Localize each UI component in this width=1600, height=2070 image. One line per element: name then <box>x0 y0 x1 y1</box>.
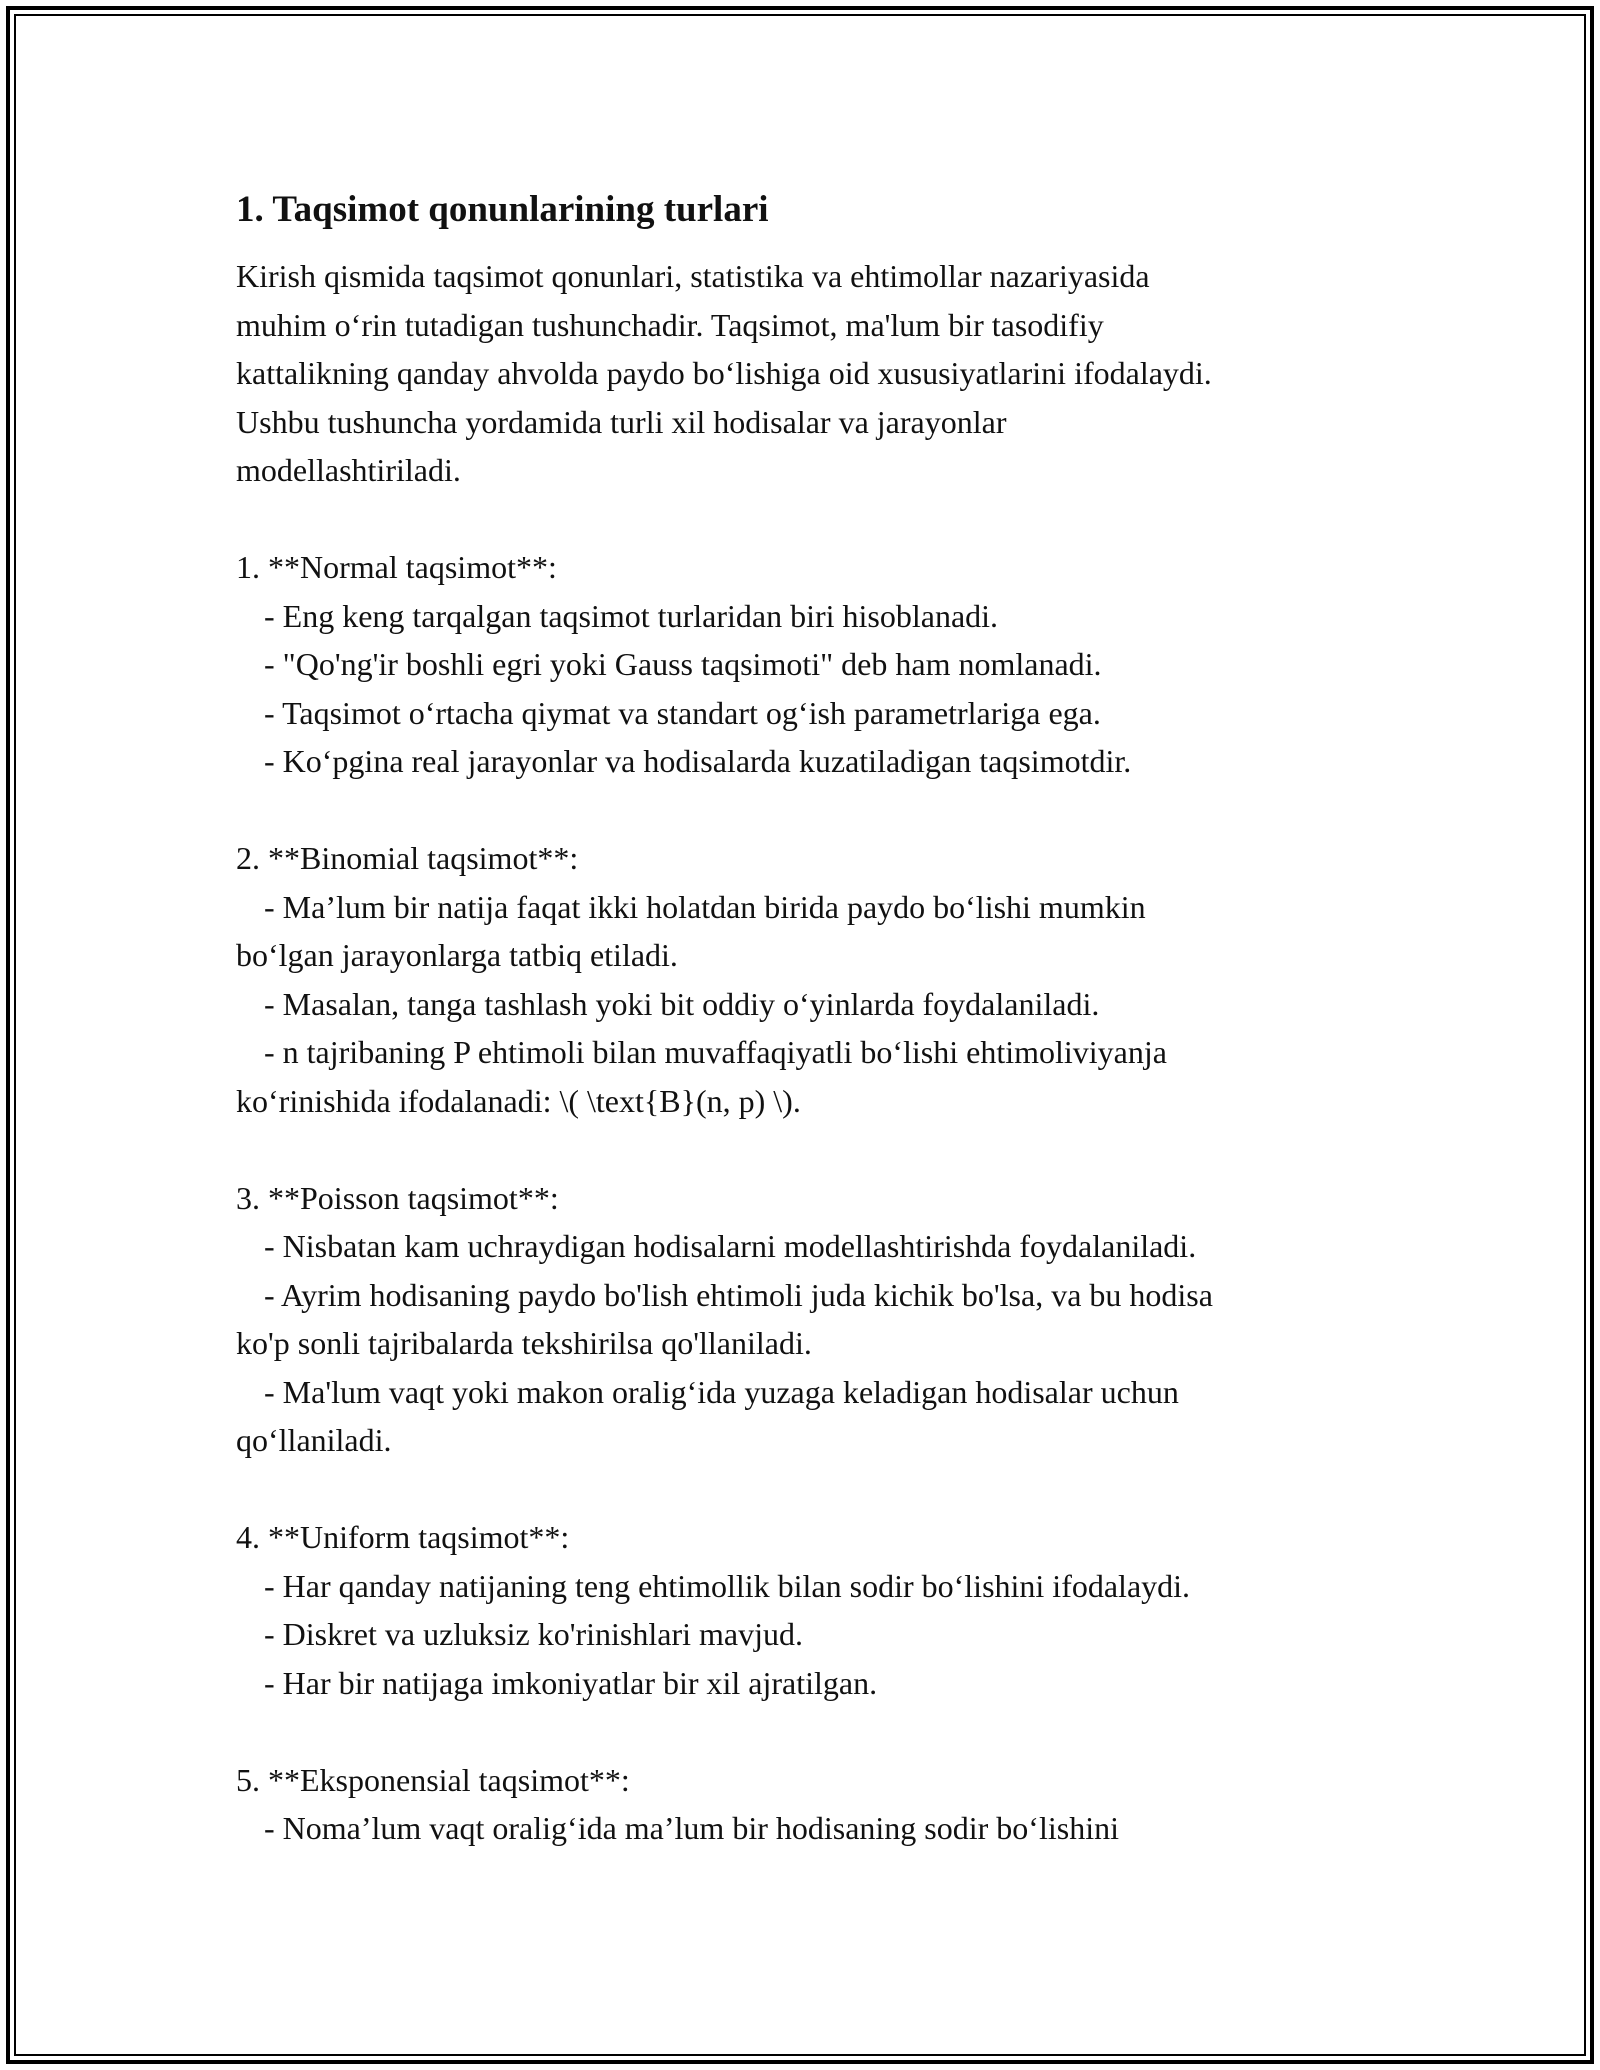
text-line: Kirish qismida taqsimot qonunlari, statistika va ehtimollar nazariyasida <box>236 258 1150 294</box>
text-line: 4. **Uniform taqsimot**: <box>236 1519 570 1555</box>
bullet-line: - Noma’lum vaqt oralig‘ida ma’lum bir hodisaning sodir bo‘lishini <box>264 1810 1119 1846</box>
bullet-line: - Ma’lum bir natija faqat ikki holatdan birida paydo bo‘lishi mumkin <box>264 888 1146 925</box>
text-line: ko'p sonli tajribalarda tekshirilsa qo'llaniladi. <box>236 1325 812 1361</box>
bullet-line: - n tajribaning P ehtimoli bilan muvaffaqiyatli bo‘lishi ehtimoliviyanja <box>264 1034 1167 1070</box>
text-line: 5. **Eksponensial taqsimot**: <box>236 1761 630 1798</box>
text-line: modellashtiriladi. <box>236 452 461 488</box>
bullet-line: - Eng keng tarqalgan taqsimot turlaridan biri hisoblanadi. <box>264 597 999 634</box>
text-line: 3. **Poisson taqsimot**: <box>236 1179 559 1216</box>
bullet-line: - Nisbatan kam uchraydigan hodisalarni modellashtirishda foydalaniladi. <box>264 1228 1197 1264</box>
bullet-line: - Masalan, tanga tashlash yoki bit oddiy o‘yinlarda foydalaniladi. <box>264 985 1100 1022</box>
text-line: Ushbu tushuncha yordamida turli xil hodisalar va jarayonlar <box>236 403 1007 440</box>
blank-line <box>236 786 1376 835</box>
section-title: 1. Taqsimot qonunlarining turlari <box>236 189 769 230</box>
text-line: qo‘llaniladi. <box>236 1422 392 1458</box>
bullet-line: - Diskret va uzluksiz ko'rinishlari mavjud. <box>264 1616 803 1652</box>
bullet-line: - Har bir natijaga imkoniyatlar bir xil ajratilgan. <box>264 1664 878 1701</box>
blank-line <box>236 495 1376 544</box>
blank-line <box>236 1465 1376 1514</box>
text-line: kattalikning qanday ahvolda paydo bo‘lishiga oid xususiyatlarini ifodalaydi. <box>236 355 1212 391</box>
bullet-line: - Ko‘pgina real jarayonlar va hodisalarda kuzatiladigan taqsimotdir. <box>264 743 1132 779</box>
text-line: 2. **Binomial taqsimot**: <box>236 840 579 876</box>
document-body <box>236 186 1376 1853</box>
text-line: ko‘rinishida ifodalanadi: \( \text{B}(n, p) \). <box>236 1082 801 1119</box>
blank-line <box>236 1707 1376 1756</box>
bullet-line: - "Qo'ng'ir boshli egri yoki Gauss taqsimoti" deb ham nomlanadi. <box>264 646 1102 682</box>
bullet-line: - Ma'lum vaqt yoki makon oralig‘ida yuzaga keladigan hodisalar uchun <box>264 1373 1179 1410</box>
bullet-line: - Har qanday natijaning teng ehtimollik bilan sodir bo‘lishini ifodalaydi. <box>264 1567 1191 1604</box>
bullet-line: - Taqsimot o‘rtacha qiymat va standart og‘ish parametrlariga ega. <box>264 694 1101 731</box>
bullet-line: - Ayrim hodisaning paydo bo'lish ehtimoli juda kichik bo'lsa, va bu hodisa <box>264 1276 1213 1313</box>
text-line: 1. **Normal taqsimot**: <box>236 549 557 585</box>
blank-line <box>236 1125 1376 1174</box>
text-lines <box>236 252 1376 1853</box>
text-line: muhim o‘rin tutadigan tushunchadir. Taqsimot, ma'lum bir tasodifiy <box>236 306 1104 343</box>
text-line: bo‘lgan jarayonlarga tatbiq etiladi. <box>236 937 678 973</box>
